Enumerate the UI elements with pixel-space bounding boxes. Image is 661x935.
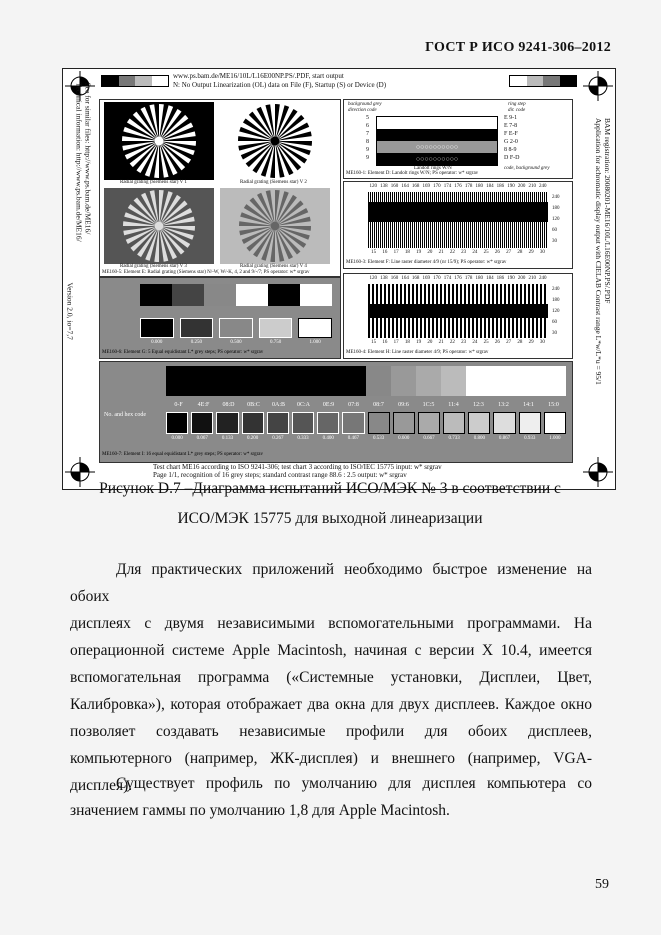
scale-label: 08:7: [373, 402, 384, 408]
raster2-top-scale: [368, 276, 548, 281]
scale-label: 240: [552, 287, 560, 292]
landolt-value: D F-D: [504, 155, 520, 161]
grey16-top-cell: [291, 366, 316, 396]
landolt-dircode-label: dir. code: [508, 108, 526, 113]
grey16-cell: [317, 412, 339, 434]
grey16-top-cell: [541, 366, 566, 396]
grey5-values: [140, 340, 332, 345]
scale-label: 26: [494, 340, 500, 345]
grey16-cell: [393, 412, 415, 434]
grey16-caption: ME160-7: Element I: 16 equal equidistant L* grey steps; PS operator: w* srgrav: [102, 452, 263, 457]
raster1-bottom-scale: [368, 250, 548, 255]
scale-label: 20: [427, 340, 433, 345]
landolt-code: 5: [366, 115, 369, 121]
scale-label: 240: [552, 195, 560, 200]
scale-label: 160: [390, 276, 399, 281]
scale-label: 08:D: [222, 402, 235, 408]
raster1-top-scale: [368, 184, 548, 189]
raster1-caption: ME160-3: Element F: Line raster diameter 4/9 (nr 15/9); PS operator: w* srgrav: [346, 260, 507, 265]
scale-label: 27: [506, 250, 512, 255]
figure-right-side-text: BAM registration: 20080201-ME16/10L/L16E00NP.PS/.PDF Application for achromatic display output with CIELAB Contrast range L*w/L*u = 95/1: [594, 118, 612, 385]
grey16-top-cell: [266, 366, 291, 396]
scale-label: 160: [390, 184, 399, 189]
scale-label: 29: [528, 340, 534, 345]
scale-label: 1.000: [309, 340, 321, 345]
raster2-pattern: [368, 284, 548, 338]
scale-label: 138: [380, 184, 388, 189]
grey16-cell: [368, 412, 390, 434]
landolt-code: 7: [366, 131, 369, 137]
figure-top-text: www.ps.bam.de/ME16/10L/L16E00NP.PS/.PDF, start output N: No Output Linearization (OL) data on File (F), Startup (S) or Device (D): [173, 72, 387, 89]
scale-label: 0.133: [221, 436, 234, 441]
landolt-code: 9: [366, 147, 369, 153]
line-raster-panel-1: [343, 181, 573, 269]
grey5-bottom-row: [140, 318, 332, 338]
grey16-top-cell: [166, 366, 191, 396]
raster2-bottom-scale: [368, 340, 548, 345]
scale-label: 0.200: [247, 436, 259, 441]
scale-label: 28: [517, 250, 523, 255]
scale-label: 16: [382, 250, 388, 255]
grey16-top-cell: [491, 366, 516, 396]
landolt-rings-panel: [343, 99, 573, 179]
grey16-labels: [166, 402, 566, 408]
grey16-values: [166, 436, 566, 441]
grey16-cell: [342, 412, 364, 434]
paragraph-line: значением гаммы по умолчанию 1,8 для Apple Macintosh.: [70, 802, 450, 819]
landolt-ring-grid: ○○○○○○○○○○ ○○○○○○○○○○: [376, 116, 498, 166]
scale-label: 14:1: [523, 402, 534, 408]
grey-steps-5-panel: [99, 277, 341, 359]
grey16-top-cell: [516, 366, 541, 396]
scale-label: 24: [472, 250, 478, 255]
scale-label: 0E:9: [322, 402, 335, 408]
paragraph-line: дисплея).: [70, 777, 133, 794]
radial-caption-3: Radial grating (Siemens star) V 3: [120, 264, 187, 269]
scale-label: 176: [454, 184, 462, 189]
scale-label: 20: [427, 250, 433, 255]
scale-label: 0.750: [269, 340, 282, 345]
grey16-top-cell: [241, 366, 266, 396]
top-left-swatches: [101, 75, 169, 87]
paragraph-line: Калибровка»), которая отображает два окна для двух дисплеев. Каждое окно: [70, 696, 592, 713]
scale-label: 170: [433, 276, 441, 281]
landolt-row-values: [504, 114, 520, 162]
paragraph-line: вспомогательная программа («Системные установки, Дисплеи, Цвет,: [70, 669, 592, 686]
top-right-swatches: [509, 75, 577, 87]
paragraph-2: [70, 770, 592, 824]
grey16-top-cell: [316, 366, 341, 396]
grey16-cell: [519, 412, 541, 434]
grey16-cell: [216, 412, 238, 434]
siemens-star-2: [220, 102, 330, 180]
scale-label: 0.333: [297, 436, 309, 441]
scale-label: 28: [517, 340, 523, 345]
grey-steps-16-panel: [99, 361, 573, 463]
scale-label: 120: [552, 217, 560, 222]
scale-label: 30: [539, 250, 545, 255]
scale-label: 178: [464, 276, 473, 281]
scale-label: 15:0: [548, 402, 559, 408]
scale-label: 1C:5: [422, 402, 435, 408]
scale-label: 0-F: [174, 402, 183, 408]
scale-label: 21: [438, 340, 444, 345]
scale-label: 184: [486, 276, 494, 281]
paragraph-line: компьютерного (например, ЖК-дисплея) и внешнего (например, VGA-: [70, 750, 592, 767]
grey16-cell: [267, 412, 289, 434]
grey16-cell: [468, 412, 490, 434]
scale-label: 30: [539, 340, 545, 345]
page-header: ГОСТ Р ИСО 9241-306–2012: [425, 40, 611, 55]
scale-label: 180: [475, 276, 483, 281]
radial-caption-2: Radial grating (Siemens star) V 2: [240, 180, 307, 185]
scale-label: 19: [416, 250, 422, 255]
scale-label: 09:6: [398, 402, 409, 408]
scale-label: 30: [552, 239, 557, 244]
scale-label: 169: [422, 276, 431, 281]
figure-caption: Рисунок D.7 –Диаграмма испытаний ИСО/МЭК № 3 в соответствии с ИСО/МЭК 15775 для выходной линеаризации: [99, 480, 561, 527]
radial-caption-main: ME160-5: Element E: Radial grating (Siemens star) N/-W, W/-K, 4, 2 and 9/-/7; PS operator: w* srgrav: [102, 270, 310, 275]
scale-label: 15: [371, 340, 377, 345]
grey5-top-row: [140, 284, 332, 306]
scale-label: 0.400: [322, 436, 334, 441]
paragraph-line: Существует профиль по умолчанию для дисплея компьютера со: [116, 775, 592, 792]
scale-label: 240: [539, 276, 547, 281]
grey16-cell: [544, 412, 566, 434]
scale-label: 18: [404, 340, 410, 345]
scale-label: 17: [393, 250, 399, 255]
scale-label: 13:2: [498, 402, 509, 408]
scale-label: 23: [461, 250, 467, 255]
scale-label: 168: [411, 276, 420, 281]
grey16-row-label: No. and hex code: [104, 412, 146, 418]
radial-caption-4: Radial grating (Siemens star) V 4: [240, 264, 307, 269]
scale-label: 0A:B: [271, 402, 285, 408]
scale-label: 0.500: [230, 340, 242, 345]
scale-label: 240: [539, 184, 547, 189]
grey16-top-cell: [216, 366, 241, 396]
landolt-code: 8: [366, 139, 369, 145]
scale-label: 0C:A: [296, 402, 310, 408]
scale-label: 200: [517, 276, 526, 281]
landolt-dir-label: direction code: [348, 108, 377, 113]
grey16-top-cell: [366, 366, 391, 396]
raster1-pattern: [368, 192, 548, 248]
scale-label: 180: [475, 184, 483, 189]
scale-label: 30: [552, 331, 557, 336]
landolt-value: E 9-1: [504, 115, 518, 121]
registration-mark-top-right: [583, 71, 613, 101]
grey16-cell: [418, 412, 440, 434]
scale-label: 24: [472, 340, 478, 345]
landolt-value: E 7-8: [504, 123, 518, 129]
paragraph-line: позволяет создавать независимые профили для обоих дисплеев,: [70, 723, 592, 740]
figure-bottom-text: Test chart ME16 according to ISO 9241-306; test chart 3 according to ISO/IEC 15775 input: w* srgrav Page 1/1, recognition of 16 grey steps; standard contrast range 88.6 : 2.5 output: w* srgrav: [153, 463, 442, 479]
scale-label: 1.000: [549, 436, 561, 441]
scale-label: 164: [401, 276, 409, 281]
paragraph-line: дисплеях с двумя независимыми вспомогательными программами. На: [70, 615, 592, 632]
scale-label: 22: [449, 250, 455, 255]
grey16-cell: [292, 412, 314, 434]
scale-label: 17: [393, 340, 399, 345]
scale-label: 25: [483, 250, 489, 255]
scale-label: 200: [517, 184, 526, 189]
grey16-top-cell: [191, 366, 216, 396]
scale-label: 180: [552, 298, 560, 303]
raster2-caption: ME160-4: Element H: Line raster diameter 4/9; PS operator: w* srgrav: [346, 350, 489, 355]
scale-label: 16: [382, 340, 388, 345]
siemens-star-3: [104, 188, 214, 264]
landolt-bg-label: background grey: [348, 102, 382, 107]
scale-label: 170: [433, 184, 441, 189]
radial-gratings-panel: [99, 99, 341, 277]
scale-label: 190: [507, 184, 515, 189]
raster2-side-scale: [552, 284, 560, 339]
landolt-row-codes: [366, 114, 369, 162]
scale-label: 0.533: [372, 436, 385, 441]
scale-label: 0.733: [448, 436, 460, 441]
scale-label: 18: [404, 250, 410, 255]
scale-label: 21: [438, 250, 444, 255]
radial-caption-1: Radial grating (Siemens star) V 1: [120, 180, 187, 185]
scale-label: 138: [380, 276, 388, 281]
scale-label: 168: [411, 184, 420, 189]
line-raster-panel-2: [343, 273, 573, 359]
scale-label: 0.000: [151, 340, 163, 345]
scale-label: 0.867: [498, 436, 511, 441]
scale-label: 180: [552, 206, 560, 211]
scale-label: 210: [528, 276, 536, 281]
landolt-caption: ME160-1: Element D: Landolt rings W/N; PS operator: w* srgrav: [346, 171, 479, 176]
scale-label: 23: [461, 340, 467, 345]
grey16-top-cell: [416, 366, 441, 396]
scale-label: 176: [454, 276, 462, 281]
siemens-star-4: [220, 188, 330, 264]
landolt-value: G 2-0: [504, 139, 518, 145]
landolt-code-bg-label: code, background grey: [504, 166, 550, 171]
paragraph-line: операционной системе Apple Macintosh, начиная с версии X 10.4, имеется: [70, 642, 592, 659]
scale-label: 27: [506, 340, 512, 345]
scale-label: 190: [507, 276, 515, 281]
scale-label: 29: [528, 250, 534, 255]
scale-label: 186: [496, 276, 505, 281]
scale-label: 169: [422, 184, 431, 189]
page-number: 59: [595, 877, 609, 892]
landolt-bottom-label: Landolt rings W/N: [414, 166, 452, 171]
grey16-cell: [493, 412, 515, 434]
scale-label: 174: [443, 184, 452, 189]
scale-label: 25: [483, 340, 489, 345]
scale-label: 0.667: [423, 436, 435, 441]
grey16-top-cell: [341, 366, 366, 396]
grey5-caption: ME160-6: Element G: 5 Equal equidistant L* grey steps; PS operator: w* srgrav: [102, 350, 264, 355]
scale-label: 60: [552, 228, 557, 233]
grey16-top-cell: [391, 366, 416, 396]
grey16-cell: [443, 412, 465, 434]
grey16-cell: [166, 412, 188, 434]
scale-label: 0.250: [190, 340, 203, 345]
grey16-cells: [166, 412, 566, 434]
scale-label: 07:8: [348, 402, 359, 408]
grey16-cell: [242, 412, 264, 434]
scale-label: 60: [552, 320, 557, 325]
landolt-value: F E-F: [504, 131, 518, 137]
grey16-top-cell: [441, 366, 466, 396]
paragraph-line: Для практических приложений необходимо быстрое изменение на обоих: [70, 561, 592, 605]
grey16-top-row: [166, 366, 566, 396]
scale-label: 120: [369, 276, 378, 281]
scale-label: 210: [528, 184, 536, 189]
siemens-star-1: [104, 102, 214, 180]
scale-label: 0.267: [272, 436, 284, 441]
scale-label: 0.800: [473, 436, 485, 441]
grey16-cell: [191, 412, 213, 434]
scale-label: 184: [486, 184, 494, 189]
scale-label: 22: [449, 340, 455, 345]
figure-left-side-text: See for similar files: http://www.ps.bam.de/ME16/ Technical information: http://www.ps.bam.de/ME16/ Version 2.0, io=7,7: [65, 82, 93, 340]
test-chart-figure: [62, 68, 616, 490]
scale-label: 186: [496, 184, 505, 189]
scale-label: 178: [464, 184, 473, 189]
scale-label: 164: [401, 184, 409, 189]
scale-label: 0.933: [524, 436, 536, 441]
scale-label: 4E:F: [197, 402, 210, 408]
landolt-code: 9: [366, 155, 369, 161]
landolt-code: 6: [366, 123, 369, 129]
scale-label: 15: [371, 250, 377, 255]
scale-label: 0.600: [398, 436, 410, 441]
scale-label: 0.467: [347, 436, 360, 441]
scale-label: 12:3: [473, 402, 484, 408]
scale-label: 120: [369, 184, 378, 189]
scale-label: 174: [443, 276, 452, 281]
raster1-side-scale: [552, 192, 560, 247]
scale-label: 0.067: [196, 436, 208, 441]
scale-label: 11:4: [448, 402, 459, 408]
scale-label: 120: [552, 309, 560, 314]
landolt-ring-label: ring step: [508, 102, 526, 107]
scale-label: 19: [416, 340, 422, 345]
scale-label: 0.000: [171, 436, 183, 441]
paragraph-1: [70, 556, 592, 799]
scale-label: 0B:C: [247, 402, 260, 408]
grey16-top-cell: [466, 366, 491, 396]
scale-label: 26: [494, 250, 500, 255]
landolt-value: 8 8-9: [504, 147, 517, 153]
